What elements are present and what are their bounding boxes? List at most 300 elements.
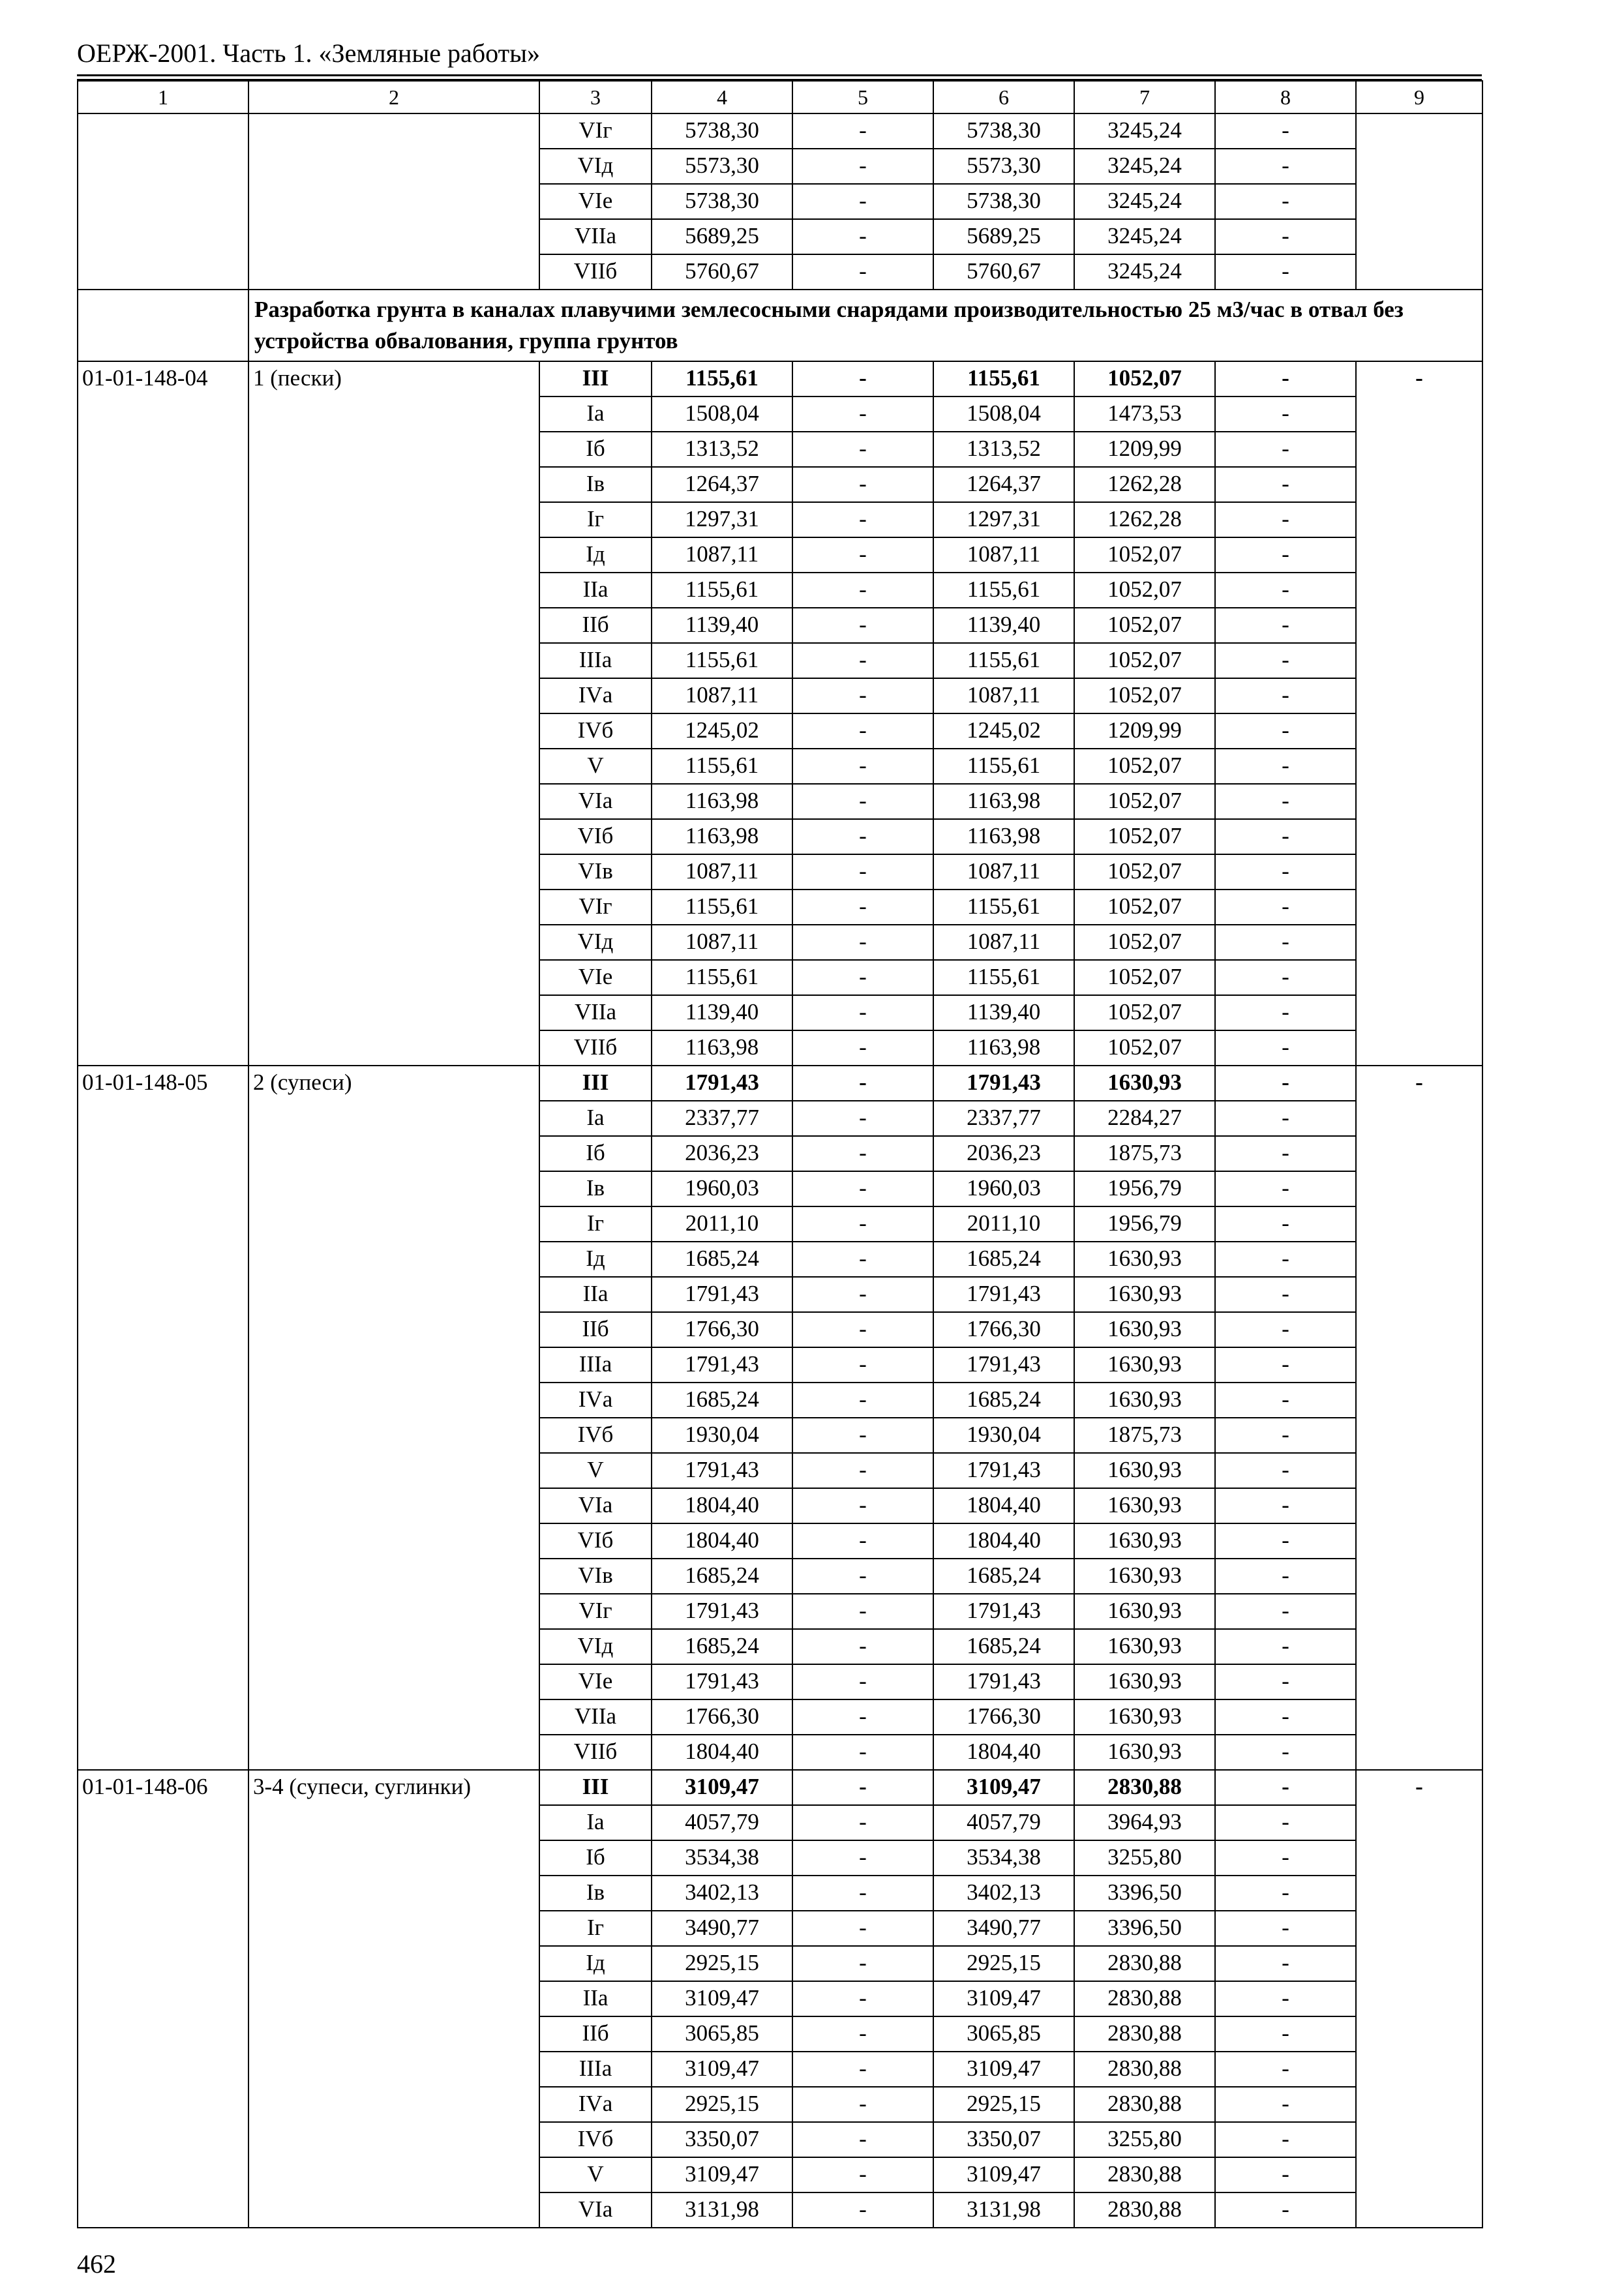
value-cell: -: [792, 1523, 933, 1559]
climate-zone-cell: IVб: [539, 1418, 652, 1453]
value-cell: 2830,88: [1074, 1770, 1215, 1805]
value-cell: -: [792, 2016, 933, 2052]
value-cell: 1630,93: [1074, 1629, 1215, 1664]
value-cell: 1155,61: [933, 890, 1074, 925]
value-cell: 2011,10: [652, 1206, 792, 1242]
value-cell: -: [792, 254, 933, 290]
value-cell: 1155,61: [933, 361, 1074, 396]
value-cell: 1804,40: [933, 1523, 1074, 1559]
value-cell: -: [1215, 1664, 1356, 1699]
value-cell: 3534,38: [933, 1840, 1074, 1876]
climate-zone-cell: IIIа: [539, 2052, 652, 2087]
value-cell: -: [1215, 1629, 1356, 1664]
value-cell: -: [792, 1629, 933, 1664]
value-cell: 3350,07: [933, 2122, 1074, 2157]
value-cell: 1630,93: [1074, 1488, 1215, 1523]
value-cell: 1960,03: [652, 1171, 792, 1206]
value-cell: 1155,61: [652, 890, 792, 925]
value-cell: 2830,88: [1074, 1981, 1215, 2016]
value-cell: 1264,37: [933, 467, 1074, 502]
value-cell: 1875,73: [1074, 1136, 1215, 1171]
value-cell: 2830,88: [1074, 2016, 1215, 2052]
value-cell: 1630,93: [1074, 1277, 1215, 1312]
value-cell: 3534,38: [652, 1840, 792, 1876]
climate-zone-cell: VIд: [539, 925, 652, 960]
climate-zone-cell: VIе: [539, 184, 652, 219]
value-cell: 1052,07: [1074, 784, 1215, 819]
value-cell: 3490,77: [652, 1911, 792, 1946]
climate-zone-cell: III: [539, 1770, 652, 1805]
value-cell: 1155,61: [652, 361, 792, 396]
value-cell: 1163,98: [933, 1030, 1074, 1066]
value-cell: -: [1215, 2157, 1356, 2192]
value-cell: -: [1215, 1383, 1356, 1418]
climate-zone-cell: VIб: [539, 1523, 652, 1559]
climate-zone-cell: VIIа: [539, 219, 652, 254]
section-title: Разработка грунта в каналах плавучими землесосными снарядами производительностью 25 м3/час в отвал без устройства обвалования, группа грунтов: [248, 290, 1482, 361]
value-cell: 1956,79: [1074, 1206, 1215, 1242]
value-cell: 3245,24: [1074, 184, 1215, 219]
rate-code: 01-01-148-04: [78, 361, 248, 1066]
value-cell: -: [792, 749, 933, 784]
climate-zone-cell: IIа: [539, 1277, 652, 1312]
value-cell: 5760,67: [933, 254, 1074, 290]
value-cell: 1960,03: [933, 1171, 1074, 1206]
value-cell: -: [1215, 1206, 1356, 1242]
climate-zone-cell: VIа: [539, 1488, 652, 1523]
value-cell: -: [1215, 678, 1356, 713]
value-cell: 3245,24: [1074, 254, 1215, 290]
value-cell: 2337,77: [933, 1101, 1074, 1136]
value-cell: 1630,93: [1074, 1383, 1215, 1418]
value-cell: 3109,47: [652, 1981, 792, 2016]
value-cell: -: [1215, 1981, 1356, 2016]
value-cell: 1155,61: [652, 643, 792, 678]
value-cell: -: [792, 608, 933, 643]
value-cell: -: [792, 1277, 933, 1312]
value-cell: 3109,47: [933, 2052, 1074, 2087]
value-cell: -: [1215, 784, 1356, 819]
value-cell: -: [792, 1488, 933, 1523]
value-cell: 1163,98: [652, 819, 792, 854]
value-cell: -: [792, 1101, 933, 1136]
value-cell: 1155,61: [652, 960, 792, 995]
climate-zone-cell: Iб: [539, 1136, 652, 1171]
value-cell: 1245,02: [652, 713, 792, 749]
climate-zone-cell: Iд: [539, 1242, 652, 1277]
value-cell: 2830,88: [1074, 2157, 1215, 2192]
value-cell: 3255,80: [1074, 2122, 1215, 2157]
value-cell: -: [1215, 1559, 1356, 1594]
value-cell: -: [1215, 1418, 1356, 1453]
soil-group-name: 2 (супеси): [248, 1066, 539, 1770]
value-cell: 1052,07: [1074, 361, 1215, 396]
value-cell: 2036,23: [933, 1136, 1074, 1171]
value-cell: -: [1215, 2087, 1356, 2122]
climate-zone-cell: VIIб: [539, 254, 652, 290]
col9-cell: -: [1356, 1066, 1482, 1770]
value-cell: -: [792, 1770, 933, 1805]
value-cell: 1630,93: [1074, 1523, 1215, 1559]
climate-zone-cell: V: [539, 1453, 652, 1488]
value-cell: 1508,04: [652, 396, 792, 432]
climate-zone-cell: IIб: [539, 608, 652, 643]
value-cell: 3109,47: [933, 1770, 1074, 1805]
value-cell: 3109,47: [652, 2157, 792, 2192]
value-cell: 1791,43: [933, 1594, 1074, 1629]
value-cell: 1052,07: [1074, 854, 1215, 890]
climate-zone-cell: VIе: [539, 960, 652, 995]
column-number: 4: [652, 81, 792, 113]
value-cell: 1087,11: [933, 925, 1074, 960]
climate-zone-cell: VIIб: [539, 1735, 652, 1770]
value-cell: -: [792, 925, 933, 960]
value-cell: 1297,31: [933, 502, 1074, 537]
table-row: [78, 1770, 1482, 1805]
value-cell: -: [1215, 890, 1356, 925]
value-cell: -: [792, 1347, 933, 1383]
value-cell: 1630,93: [1074, 1699, 1215, 1735]
value-cell: 1791,43: [652, 1277, 792, 1312]
value-cell: -: [792, 113, 933, 149]
value-cell: 2036,23: [652, 1136, 792, 1171]
climate-zone-cell: VIд: [539, 149, 652, 184]
value-cell: 1630,93: [1074, 1664, 1215, 1699]
value-cell: 3109,47: [933, 1981, 1074, 2016]
page-header: ОЕРЖ-2001. Часть 1. «Земляные работы»: [77, 38, 540, 68]
value-cell: 1155,61: [933, 643, 1074, 678]
value-cell: -: [1215, 1594, 1356, 1629]
value-cell: -: [1215, 2122, 1356, 2157]
climate-zone-cell: Iв: [539, 1171, 652, 1206]
value-cell: -: [1215, 1136, 1356, 1171]
value-cell: -: [1215, 960, 1356, 995]
value-cell: 1791,43: [933, 1066, 1074, 1101]
value-cell: 5573,30: [652, 149, 792, 184]
value-cell: 1791,43: [652, 1594, 792, 1629]
column-number: 9: [1356, 81, 1482, 113]
climate-zone-cell: Iа: [539, 1101, 652, 1136]
value-cell: -: [792, 678, 933, 713]
value-cell: -: [792, 1242, 933, 1277]
value-cell: -: [1215, 1347, 1356, 1383]
value-cell: -: [1215, 149, 1356, 184]
rate-code: 01-01-148-05: [78, 1066, 248, 1770]
rate-code: 01-01-148-06: [78, 1770, 248, 2228]
value-cell: -: [792, 2087, 933, 2122]
climate-zone-cell: VIб: [539, 819, 652, 854]
value-cell: 4057,79: [933, 1805, 1074, 1840]
value-cell: 3245,24: [1074, 149, 1215, 184]
value-cell: 3109,47: [933, 2157, 1074, 2192]
col9-cell: [1356, 113, 1482, 290]
table-body: [78, 81, 1482, 2228]
value-cell: -: [1215, 2192, 1356, 2228]
climate-zone-cell: VIв: [539, 854, 652, 890]
value-cell: -: [1215, 1911, 1356, 1946]
value-cell: -: [792, 819, 933, 854]
climate-zone-cell: Iа: [539, 1805, 652, 1840]
climate-zone-cell: IVа: [539, 678, 652, 713]
value-cell: -: [792, 2052, 933, 2087]
value-cell: -: [792, 2192, 933, 2228]
value-cell: 1209,99: [1074, 713, 1215, 749]
climate-zone-cell: VIIа: [539, 1699, 652, 1735]
value-cell: 1139,40: [652, 995, 792, 1030]
value-cell: 1875,73: [1074, 1418, 1215, 1453]
value-cell: -: [1215, 713, 1356, 749]
value-cell: -: [1215, 925, 1356, 960]
climate-zone-cell: V: [539, 749, 652, 784]
value-cell: 1630,93: [1074, 1559, 1215, 1594]
value-cell: -: [792, 1735, 933, 1770]
page-number: 462: [77, 2249, 116, 2279]
value-cell: 1685,24: [933, 1559, 1074, 1594]
value-cell: -: [1215, 854, 1356, 890]
value-cell: -: [1215, 113, 1356, 149]
value-cell: -: [792, 502, 933, 537]
value-cell: -: [1215, 643, 1356, 678]
value-cell: -: [792, 1030, 933, 1066]
climate-zone-cell: Iв: [539, 1876, 652, 1911]
value-cell: 5573,30: [933, 149, 1074, 184]
value-cell: -: [792, 149, 933, 184]
value-cell: -: [792, 1911, 933, 1946]
value-cell: -: [1215, 2016, 1356, 2052]
climate-zone-cell: V: [539, 2157, 652, 2192]
value-cell: 1155,61: [933, 573, 1074, 608]
value-cell: 3245,24: [1074, 219, 1215, 254]
value-cell: 1630,93: [1074, 1066, 1215, 1101]
climate-zone-cell: Iв: [539, 467, 652, 502]
table-row: [78, 361, 1482, 396]
climate-zone-cell: IIб: [539, 1312, 652, 1347]
value-cell: -: [792, 854, 933, 890]
value-cell: -: [1215, 1699, 1356, 1735]
value-cell: 1155,61: [933, 960, 1074, 995]
climate-zone-cell: Iг: [539, 1206, 652, 1242]
value-cell: 1155,61: [652, 749, 792, 784]
value-cell: 1791,43: [652, 1664, 792, 1699]
value-cell: 1791,43: [933, 1664, 1074, 1699]
climate-zone-cell: IIIа: [539, 1347, 652, 1383]
value-cell: -: [792, 1453, 933, 1488]
value-cell: -: [1215, 1101, 1356, 1136]
value-cell: 1052,07: [1074, 960, 1215, 995]
value-cell: 3255,80: [1074, 1840, 1215, 1876]
value-cell: 1473,53: [1074, 396, 1215, 432]
value-cell: 1209,99: [1074, 432, 1215, 467]
value-cell: 1155,61: [652, 573, 792, 608]
value-cell: 3402,13: [933, 1876, 1074, 1911]
code-cell: [78, 113, 248, 290]
value-cell: 1087,11: [652, 925, 792, 960]
value-cell: 1630,93: [1074, 1594, 1215, 1629]
value-cell: 1804,40: [652, 1488, 792, 1523]
value-cell: 3065,85: [652, 2016, 792, 2052]
value-cell: 1685,24: [652, 1383, 792, 1418]
climate-zone-cell: Iа: [539, 396, 652, 432]
value-cell: -: [792, 1840, 933, 1876]
value-cell: -: [1215, 1805, 1356, 1840]
value-cell: 2284,27: [1074, 1101, 1215, 1136]
section-code-cell: [78, 290, 248, 361]
value-cell: -: [1215, 219, 1356, 254]
value-cell: -: [792, 219, 933, 254]
climate-zone-cell: Iг: [539, 1911, 652, 1946]
value-cell: 1804,40: [933, 1488, 1074, 1523]
value-cell: -: [1215, 1242, 1356, 1277]
value-cell: -: [792, 995, 933, 1030]
value-cell: -: [1215, 573, 1356, 608]
value-cell: -: [792, 1312, 933, 1347]
climate-zone-cell: VIа: [539, 784, 652, 819]
value-cell: -: [1215, 432, 1356, 467]
value-cell: 1766,30: [652, 1312, 792, 1347]
value-cell: 1087,11: [652, 537, 792, 573]
value-cell: 1791,43: [652, 1453, 792, 1488]
climate-zone-cell: Iд: [539, 1946, 652, 1981]
value-cell: 2925,15: [652, 1946, 792, 1981]
value-cell: 3396,50: [1074, 1911, 1215, 1946]
climate-zone-cell: VIIа: [539, 995, 652, 1030]
value-cell: 2337,77: [652, 1101, 792, 1136]
value-cell: 2011,10: [933, 1206, 1074, 1242]
value-cell: 1685,24: [652, 1242, 792, 1277]
value-cell: -: [1215, 467, 1356, 502]
value-cell: 1052,07: [1074, 678, 1215, 713]
value-cell: 5689,25: [652, 219, 792, 254]
value-cell: 1630,93: [1074, 1735, 1215, 1770]
value-cell: 1052,07: [1074, 819, 1215, 854]
value-cell: 1245,02: [933, 713, 1074, 749]
value-cell: -: [1215, 2052, 1356, 2087]
value-cell: 2925,15: [652, 2087, 792, 2122]
value-cell: 1804,40: [652, 1523, 792, 1559]
climate-zone-cell: IIа: [539, 573, 652, 608]
value-cell: -: [792, 1699, 933, 1735]
value-cell: 1685,24: [933, 1383, 1074, 1418]
climate-zone-cell: IVа: [539, 2087, 652, 2122]
value-cell: -: [1215, 1876, 1356, 1911]
value-cell: 1956,79: [1074, 1171, 1215, 1206]
value-cell: 1087,11: [933, 537, 1074, 573]
value-cell: 1087,11: [933, 678, 1074, 713]
value-cell: 1297,31: [652, 502, 792, 537]
value-cell: 1685,24: [933, 1629, 1074, 1664]
header-rule-thick: [77, 74, 1482, 76]
value-cell: 1052,07: [1074, 643, 1215, 678]
climate-zone-cell: Iг: [539, 502, 652, 537]
value-cell: -: [1215, 1312, 1356, 1347]
value-cell: 1052,07: [1074, 573, 1215, 608]
value-cell: -: [792, 1594, 933, 1629]
value-cell: -: [792, 396, 933, 432]
value-cell: -: [792, 890, 933, 925]
value-cell: -: [1215, 1523, 1356, 1559]
value-cell: -: [792, 1066, 933, 1101]
value-cell: 1930,04: [652, 1418, 792, 1453]
column-number: 3: [539, 81, 652, 113]
value-cell: 3065,85: [933, 2016, 1074, 2052]
value-cell: 1630,93: [1074, 1242, 1215, 1277]
value-cell: -: [792, 361, 933, 396]
value-cell: 3109,47: [652, 1770, 792, 1805]
value-cell: -: [792, 713, 933, 749]
value-cell: -: [1215, 1488, 1356, 1523]
climate-zone-cell: VIд: [539, 1629, 652, 1664]
value-cell: 3131,98: [933, 2192, 1074, 2228]
value-cell: 1163,98: [652, 1030, 792, 1066]
climate-zone-cell: VIг: [539, 113, 652, 149]
value-cell: 3402,13: [652, 1876, 792, 1911]
column-number: 5: [792, 81, 933, 113]
value-cell: 1052,07: [1074, 995, 1215, 1030]
value-cell: -: [792, 1136, 933, 1171]
value-cell: -: [1215, 1171, 1356, 1206]
value-cell: 4057,79: [652, 1805, 792, 1840]
value-cell: 1766,30: [652, 1699, 792, 1735]
value-cell: -: [1215, 502, 1356, 537]
value-cell: 2830,88: [1074, 2052, 1215, 2087]
value-cell: -: [792, 467, 933, 502]
value-cell: 1630,93: [1074, 1347, 1215, 1383]
value-cell: -: [792, 1418, 933, 1453]
column-number: 8: [1215, 81, 1356, 113]
climate-zone-cell: IIIа: [539, 643, 652, 678]
column-number: 2: [248, 81, 539, 113]
value-cell: -: [792, 2157, 933, 2192]
value-cell: 1685,24: [933, 1242, 1074, 1277]
value-cell: 1155,61: [933, 749, 1074, 784]
value-cell: -: [792, 1559, 933, 1594]
value-cell: 1508,04: [933, 396, 1074, 432]
value-cell: 3131,98: [652, 2192, 792, 2228]
value-cell: -: [1215, 184, 1356, 219]
value-cell: -: [1215, 995, 1356, 1030]
value-cell: 1052,07: [1074, 890, 1215, 925]
value-cell: 1262,28: [1074, 467, 1215, 502]
name-cell: [248, 113, 539, 290]
value-cell: -: [792, 184, 933, 219]
value-cell: 3245,24: [1074, 113, 1215, 149]
value-cell: 5738,30: [652, 113, 792, 149]
value-cell: 5738,30: [933, 184, 1074, 219]
value-cell: -: [1215, 1030, 1356, 1066]
climate-zone-cell: IVб: [539, 713, 652, 749]
climate-zone-cell: Iб: [539, 432, 652, 467]
value-cell: -: [792, 2122, 933, 2157]
soil-group-name: 1 (пески): [248, 361, 539, 1066]
soil-group-name: 3-4 (супеси, суглинки): [248, 1770, 539, 2228]
climate-zone-cell: VIIб: [539, 1030, 652, 1066]
value-cell: -: [792, 960, 933, 995]
value-cell: -: [792, 1805, 933, 1840]
value-cell: -: [1215, 361, 1356, 396]
value-cell: 1087,11: [933, 854, 1074, 890]
value-cell: 1791,43: [933, 1277, 1074, 1312]
value-cell: 1804,40: [652, 1735, 792, 1770]
rates-table: [77, 80, 1483, 2228]
col9-cell: -: [1356, 1770, 1482, 2228]
value-cell: -: [792, 537, 933, 573]
value-cell: 1685,24: [652, 1629, 792, 1664]
value-cell: -: [792, 573, 933, 608]
value-cell: 1804,40: [933, 1735, 1074, 1770]
climate-zone-cell: Iб: [539, 1840, 652, 1876]
value-cell: -: [792, 1876, 933, 1911]
column-number: 1: [78, 81, 248, 113]
